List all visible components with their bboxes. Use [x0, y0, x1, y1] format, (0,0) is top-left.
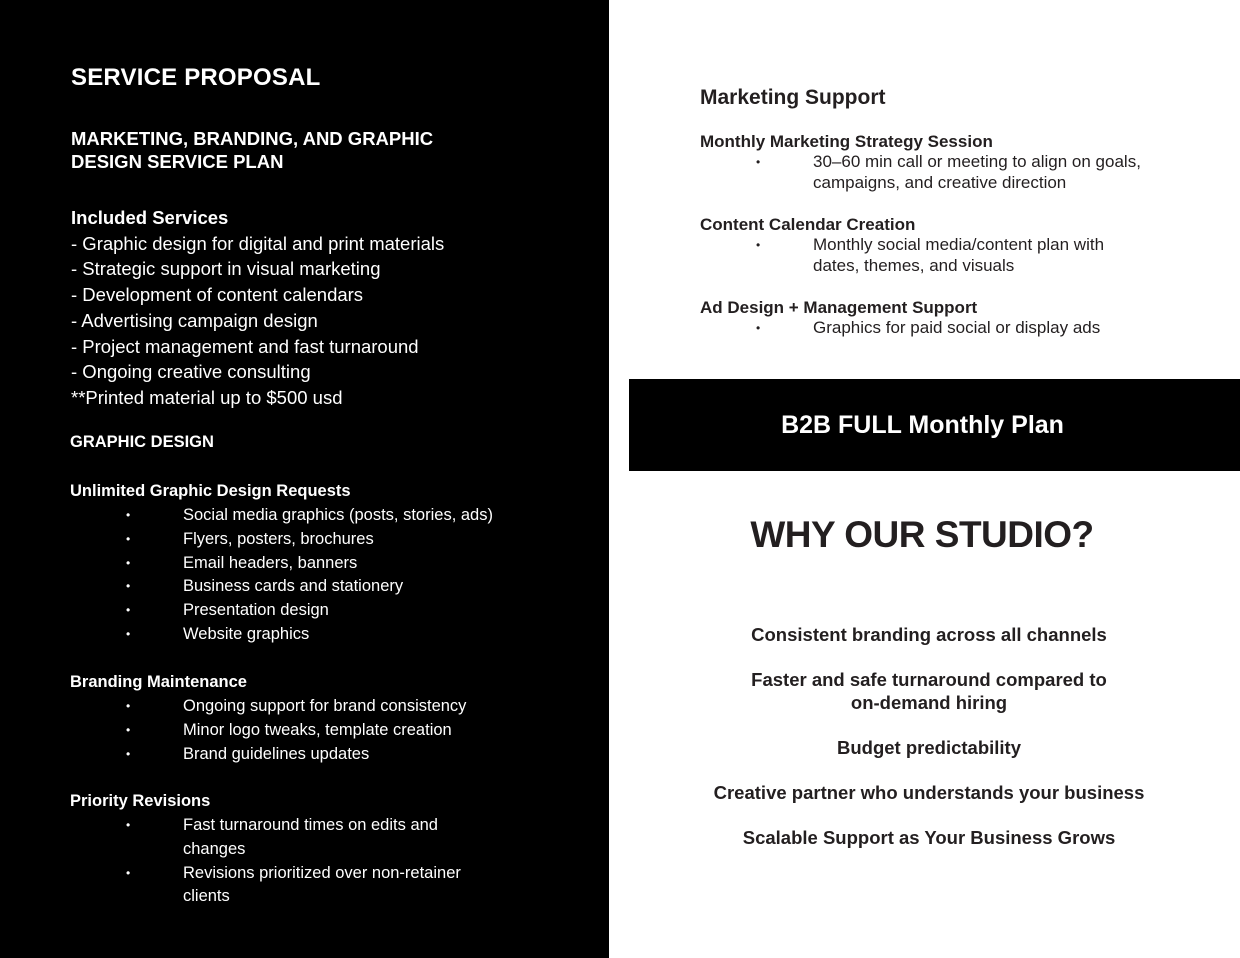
- bullet-icon: •: [126, 555, 131, 570]
- why-item: Creative partner who understands your business: [713, 781, 1145, 803]
- list-item: • Flyers, posters, brochures: [70, 528, 493, 552]
- bullet-icon: •: [126, 531, 131, 546]
- list-item: • Minor logo tweaks, template creation: [70, 719, 466, 743]
- strategy-session-list: [700, 152, 1170, 194]
- priority-revisions-list: [70, 814, 490, 909]
- included-item: - Strategic support in visual marketing: [71, 258, 381, 280]
- bullet-icon: •: [126, 722, 131, 737]
- bullet-icon: •: [126, 699, 131, 713]
- plan-banner: [629, 379, 1240, 471]
- list-item: • Monthly social media/content plan with dates, themes, and visuals: [756, 235, 1105, 275]
- why-item: Scalable Support as Your Business Grows: [742, 826, 1116, 848]
- list-item: • Email headers, banners: [70, 552, 493, 576]
- section-title: Branding Maintenance: [70, 673, 247, 691]
- included-services: [71, 205, 444, 411]
- ad-design-block: [700, 298, 1170, 339]
- bullet-icon: •: [126, 818, 131, 832]
- bullet-icon: •: [126, 626, 131, 641]
- list-item: • Brand guidelines updates: [70, 743, 466, 767]
- list-item: • Fast turnaround times on edits and changes: [126, 816, 438, 858]
- list-item: • Ongoing support for brand consistency: [70, 695, 466, 719]
- bullet-icon: •: [126, 865, 131, 880]
- unlimited-requests-list: [70, 504, 493, 647]
- section-title: Priority Revisions: [70, 792, 211, 810]
- list-item: • Presentation design: [70, 599, 493, 623]
- included-item: - Ongoing creative consulting: [71, 361, 311, 383]
- why-item: Faster and safe turnaround compared to on-demand hiring: [751, 669, 1107, 713]
- bullet-icon: •: [126, 579, 131, 594]
- bullet-icon: •: [126, 603, 131, 618]
- content-calendar-block: [700, 215, 1130, 277]
- bullet-icon: •: [126, 746, 131, 761]
- list-item: • Business cards and stationery: [70, 575, 493, 599]
- why-title: WHY OUR STUDIO?: [750, 514, 1094, 555]
- bullet-icon: •: [126, 508, 131, 522]
- included-item: - Advertising campaign design: [71, 309, 318, 331]
- doc-title: SERVICE PROPOSAL: [71, 64, 321, 91]
- sub-title: Monthly Marketing Strategy Session: [700, 132, 993, 151]
- branding-maintenance-list: [70, 695, 466, 766]
- included-item: - Project management and fast turnaround: [71, 335, 419, 357]
- strategy-session-block: [700, 132, 1170, 194]
- bullet-icon: •: [756, 238, 761, 252]
- why-list: [609, 624, 1240, 872]
- section-title: Unlimited Graphic Design Requests: [70, 482, 351, 500]
- why-item: Consistent branding across all channels: [751, 624, 1107, 645]
- list-item: • Graphics for paid social or display ads: [756, 318, 1101, 337]
- why-item: Budget predictability: [837, 736, 1021, 758]
- printed-material-note: **Printed material up to $500 usd: [71, 386, 343, 408]
- sub-title: Ad Design + Management Support: [700, 298, 978, 317]
- bullet-icon: •: [756, 321, 761, 335]
- included-services-heading: Included Services: [71, 207, 229, 228]
- right-panel: [609, 0, 1240, 958]
- list-item: • Social media graphics (posts, stories, ads): [70, 504, 493, 528]
- left-panel: [0, 0, 609, 958]
- unlimited-requests-section: [70, 481, 493, 647]
- list-item: • Revisions prioritized over non-retainer clients: [126, 863, 461, 906]
- list-item: • Website graphics: [70, 623, 493, 647]
- included-item: - Development of content calendars: [71, 284, 364, 306]
- graphic-design-heading: GRAPHIC DESIGN: [70, 433, 214, 451]
- branding-maintenance-section: [70, 672, 466, 766]
- sub-title: Content Calendar Creation: [700, 215, 916, 234]
- marketing-support-title: Marketing Support: [700, 86, 886, 109]
- bullet-icon: •: [756, 155, 761, 169]
- doc-subtitle: MARKETING, BRANDING, AND GRAPHIC DESIGN SERVICE PLAN: [71, 128, 434, 172]
- list-item: • 30–60 min call or meeting to align on goals, campaigns, and creative direction: [756, 152, 1141, 192]
- ad-design-list: [700, 318, 1170, 339]
- content-calendar-list: [700, 235, 1130, 277]
- included-item: - Graphic design for digital and print materials: [71, 232, 445, 254]
- plan-banner-label: B2B FULL Monthly Plan: [781, 410, 1064, 439]
- priority-revisions-section: [70, 791, 490, 909]
